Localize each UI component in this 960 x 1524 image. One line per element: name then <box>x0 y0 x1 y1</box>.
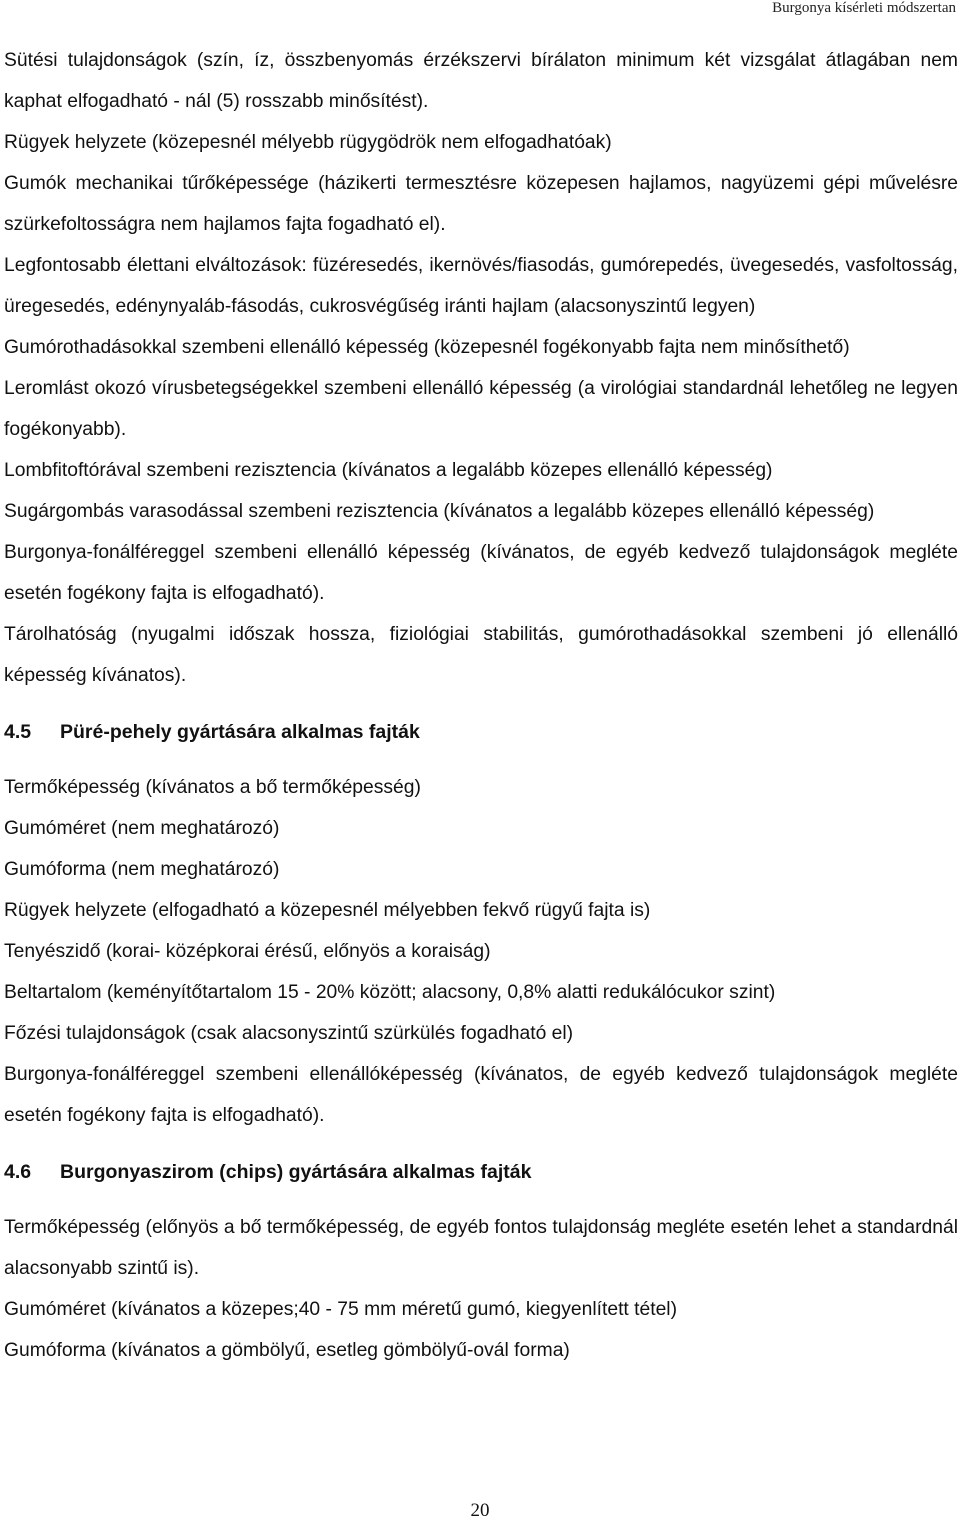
paragraph: Leromlást okozó vírusbetegségekkel szembeni ellenálló képesség (a virológiai standardnál lehetőleg ne legyen fogékonyabb). <box>4 378 958 440</box>
paragraph: Gumók mechanikai tűrőképessége (házikerti termesztésre közepesen hajlamos, nagyüzemi gépi művelésre szürkefoltosságra nem hajlamos fajta fogadható el). <box>4 173 958 235</box>
paragraph: Rügyek helyzete (elfogadható a közepesnél mélyebben fekvő rügyű fajta is) <box>4 900 651 921</box>
paragraph: Tenyészidő (korai- középkorai érésű, előnyös a koraiság) <box>4 941 491 962</box>
section-number: 4.6 <box>4 1161 32 1183</box>
page-body <box>4 40 958 1371</box>
paragraph: Burgonya-fonálféreggel szembeni ellenálló képesség (kívánatos, de egyéb kedvező tulajdonságok megléte esetén fogékony fajta is elfogadható). <box>4 542 958 604</box>
paragraph: Termőképesség (előnyös a bő termőképesség, de egyéb fontos tulajdonság megléte esetén lehet a standardnál alacsonyabb szintű is). <box>4 1217 958 1279</box>
paragraph: Gumóméret (nem meghatározó) <box>4 818 280 839</box>
paragraph: Legfontosabb élettani elváltozások: füzéresedés, ikernövés/fiasodás, gumórepedés, üvegesedés, vasfoltosság, üregesedés, edénynyaláb-fásodás, cukrosvégűség iránti hajlam (alacsonyszintű legyen) <box>4 255 958 317</box>
paragraph: Gumórothadásokkal szembeni ellenálló képesség (közepesnél fogékonyabb fajta nem minősíthető) <box>4 337 850 358</box>
section-number: 4.5 <box>4 721 32 743</box>
paragraph: Gumóforma (kívánatos a gömbölyű, esetleg gömbölyű-ovál forma) <box>4 1340 570 1361</box>
page-number: 20 <box>470 1500 490 1521</box>
paragraph: Beltartalom (keményítőtartalom 15 - 20% között; alacsony, 0,8% alatti redukálócukor szint) <box>4 982 776 1003</box>
section-title: Püré-pehely gyártására alkalmas fajták <box>60 721 420 743</box>
paragraph: Sugárgombás varasodással szembeni rezisztencia (kívánatos a legalább közepes ellenálló képesség) <box>4 501 875 522</box>
paragraph: Lombfitoftórával szembeni rezisztencia (kívánatos a legalább közepes ellenálló képesség) <box>4 460 773 481</box>
section-heading-4-5 <box>4 712 958 753</box>
section-title: Burgonyaszirom (chips) gyártására alkalmas fajták <box>60 1161 532 1183</box>
paragraph: Rügyek helyzete (közepesnél mélyebb rügygödrök nem elfogadhatóak) <box>4 132 612 153</box>
paragraph: Burgonya-fonálféreggel szembeni ellenállóképesség (kívánatos, de egyéb kedvező tulajdonságok megléte esetén fogékony fajta is elfogadható). <box>4 1064 958 1126</box>
paragraph: Főzési tulajdonságok (csak alacsonyszintű szürkülés fogadható el) <box>4 1023 574 1044</box>
running-header: Burgonya kísérleti módszertan <box>772 0 956 16</box>
paragraph: Sütési tulajdonságok (szín, íz, összbenyomás érzékszervi bírálaton minimum két vizsgálat átlagában nem kaphat elfogadható - nál (5) rosszabb minősítést). <box>4 50 958 112</box>
paragraph: Gumóforma (nem meghatározó) <box>4 859 280 880</box>
paragraph: Termőképesség (kívánatos a bő termőképesség) <box>4 777 421 798</box>
paragraph: Gumóméret (kívánatos a közepes;40 - 75 mm méretű gumó, kiegyenlített tétel) <box>4 1299 677 1320</box>
section-heading-4-6 <box>4 1152 958 1193</box>
paragraph: Tárolhatóság (nyugalmi időszak hossza, fiziológiai stabilitás, gumórothadásokkal szembeni jó ellenálló képesség kívánatos). <box>4 624 958 686</box>
